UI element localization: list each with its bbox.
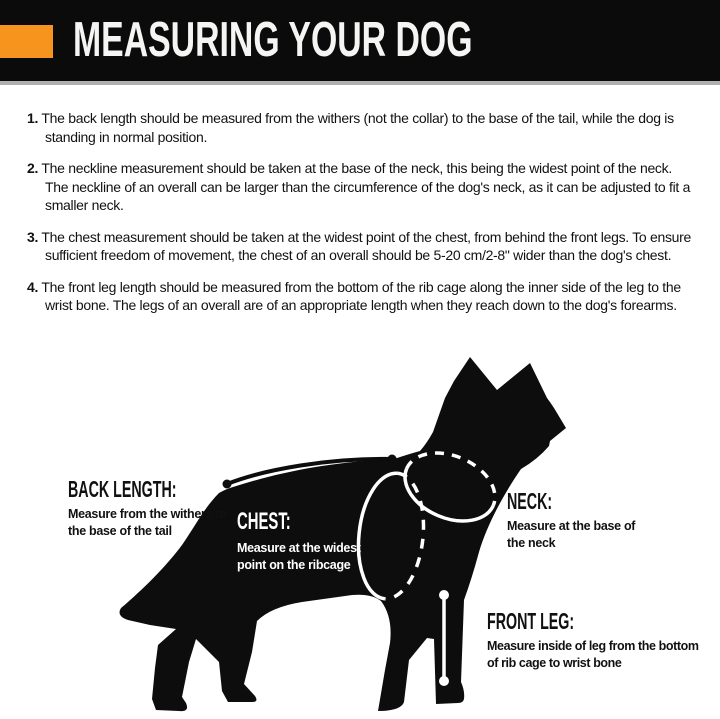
instruction-text: The back length should be measured from the withers (not the collar) to the base of the tail, while the dog is standing in normal position. xyxy=(41,110,674,145)
chest-description: Measure at the widest point on the ribcage xyxy=(237,541,361,572)
instruction-number: 3. xyxy=(27,228,39,245)
back-length-description: Measure from the withers to the base of the tail xyxy=(68,507,227,538)
instruction-number: 2. xyxy=(27,160,39,176)
instruction-text: The chest measurement should be taken at the widest point of the chest, from behind the front legs. To ensure sufficient freedom of movement, the chest of an overall should be 5-20 cm/2-8" wider than the dog's chest. xyxy=(41,228,691,263)
front-leg-label xyxy=(487,608,699,671)
neck-title: NECK: xyxy=(507,488,553,514)
chest-title: CHEST: xyxy=(237,508,291,535)
instruction-number: 4. xyxy=(27,278,39,295)
front-leg-description: Measure inside of leg from the bottom of rib cage to wrist bone xyxy=(487,639,699,670)
neck-label xyxy=(507,488,649,551)
chest-label xyxy=(237,508,389,573)
page-title: MEASURING YOUR DOG xyxy=(73,13,473,67)
instruction-number: 1. xyxy=(27,110,39,126)
back-length-label xyxy=(68,476,243,539)
instruction-text: The front leg length should be measured from the bottom of the rib cage along the inner side of the leg to the wrist bone. The legs of an overall are of an appropriate length when they reach down to the dog's forearms. xyxy=(41,278,681,313)
neck-description: Measure at the base of the neck xyxy=(507,519,636,550)
back-length-title: BACK LENGTH: xyxy=(68,476,177,502)
front-leg-title: FRONT LEG: xyxy=(487,608,575,634)
instruction-text: The neckline measurement should be taken at the base of the neck, this being the widest point of the neck. The neckline of an overall can be larger than the circumference of the dog's neck, as it can be adjusted to fit a smaller neck. xyxy=(41,160,691,213)
